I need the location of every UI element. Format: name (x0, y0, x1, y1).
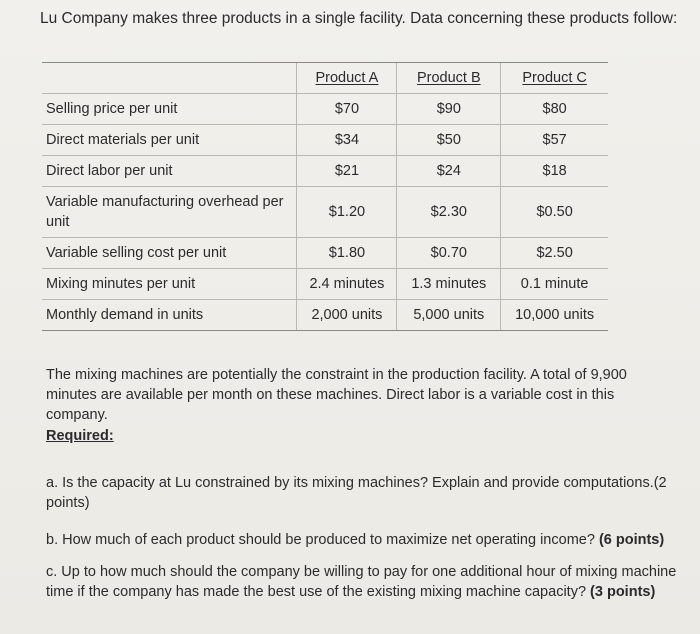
question-b-points: (6 points) (598, 532, 665, 548)
row-label: Monthly demand in units (42, 300, 297, 331)
table-row (42, 94, 608, 125)
cell-product-a: $1.20 (297, 187, 397, 238)
table-row (42, 238, 608, 269)
cell-product-a: $21 (297, 156, 397, 187)
row-label: Variable selling cost per unit (42, 238, 297, 269)
cell-product-c: 0.1 minute (501, 269, 608, 300)
cell-product-c: $2.50 (501, 238, 608, 269)
header-product-a: Product A (297, 63, 397, 94)
row-label: Variable manufacturing overhead per unit (42, 187, 297, 238)
cell-product-b: $24 (397, 156, 501, 187)
cell-product-c: 10,000 units (501, 300, 608, 331)
row-label: Direct materials per unit (42, 125, 297, 156)
cell-product-a: 2.4 minutes (297, 269, 397, 300)
question-c (46, 562, 678, 602)
header-product-c: Product C (501, 63, 608, 94)
cell-product-b: $2.30 (397, 187, 501, 238)
table-row (42, 300, 608, 331)
cell-product-a: 2,000 units (297, 300, 397, 331)
table-row (42, 187, 608, 238)
question-a: a. Is the capacity at Lu constrained by its mixing machines? Explain and provide computations.(2 points) (46, 475, 667, 511)
question-b (46, 530, 678, 550)
cell-product-a: $1.80 (297, 238, 397, 269)
cell-product-c: $0.50 (501, 187, 608, 238)
table-row (42, 269, 608, 300)
question-c-points: (3 points) (590, 584, 656, 600)
cell-product-b: $50 (397, 125, 501, 156)
table-row (42, 156, 608, 187)
question-b-text: b. How much of each product should be produced to maximize net operating income? (46, 532, 599, 548)
header-product-b: Product B (397, 63, 501, 94)
table-header-row (42, 63, 608, 94)
row-label: Direct labor per unit (42, 156, 297, 187)
cell-product-b: 1.3 minutes (397, 269, 501, 300)
cell-product-c: $57 (501, 125, 608, 156)
question-c-text: c. Up to how much should the company be willing to pay for one additional hour of mixing machine time if the company has made the best use of the existing mixing machine capacity? (46, 564, 677, 600)
header-empty-cell (42, 63, 297, 94)
row-label: Mixing minutes per unit (42, 269, 297, 300)
required-heading: Required: (46, 428, 114, 444)
cell-product-b: $0.70 (397, 238, 501, 269)
cell-product-c: $18 (501, 156, 608, 187)
product-data-table (42, 62, 608, 331)
cell-product-b: $90 (397, 94, 501, 125)
cell-product-c: $80 (501, 94, 608, 125)
intro-text: Lu Company makes three products in a single facility. Data concerning these products follow: (40, 10, 678, 27)
cell-product-a: $34 (297, 125, 397, 156)
table-row (42, 125, 608, 156)
cell-product-b: 5,000 units (397, 300, 501, 331)
constraint-paragraph: The mixing machines are potentially the constraint in the production facility. A total of 9,900 minutes are available per month on these machines. Direct labor is a variable cost in this company. (46, 367, 627, 423)
cell-product-a: $70 (297, 94, 397, 125)
row-label: Selling price per unit (42, 94, 297, 125)
